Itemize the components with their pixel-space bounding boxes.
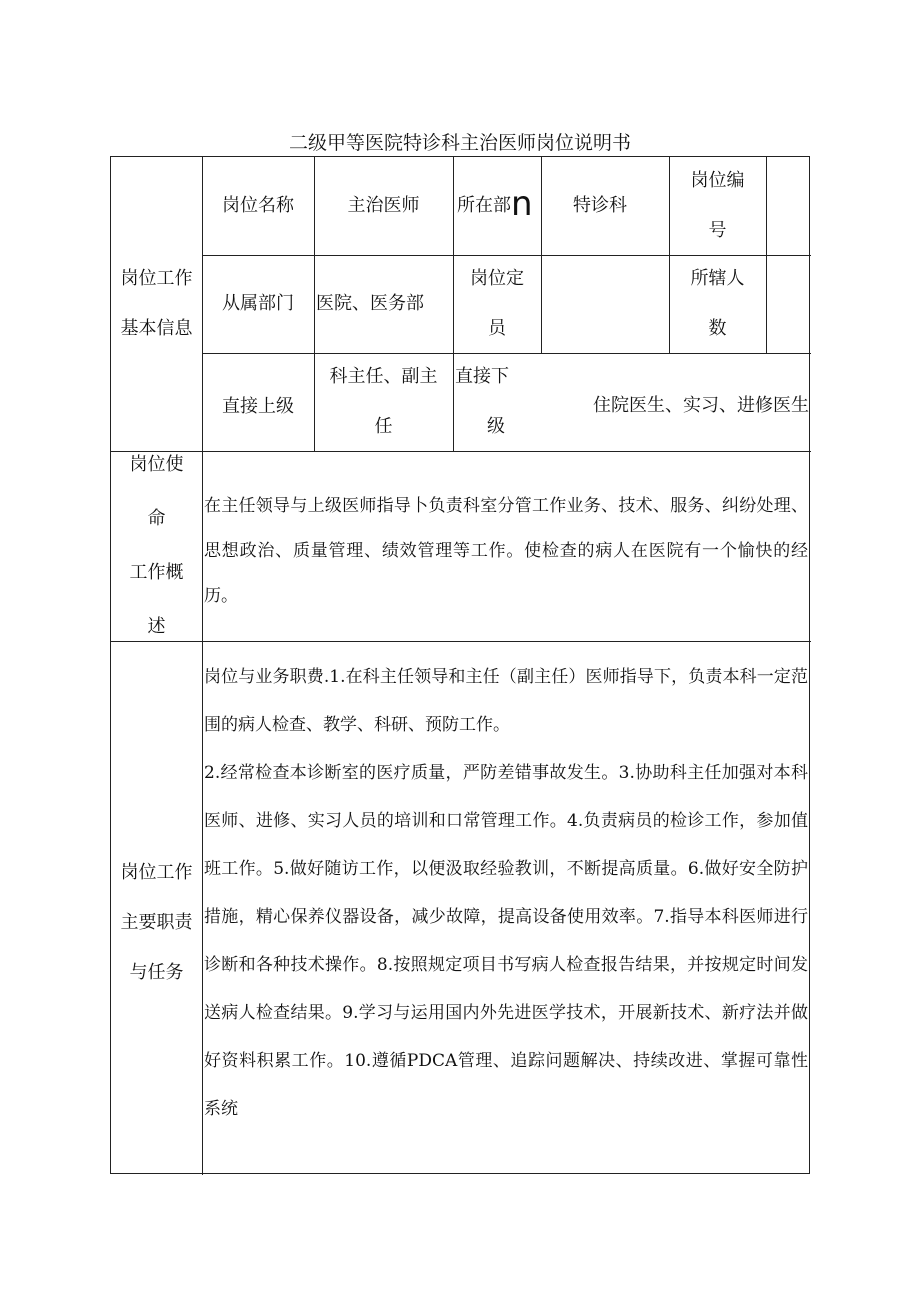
post-name-label: 岗位名称 — [222, 195, 294, 216]
duties-intro: 岗位与业务职费.1.在科主任领导和主任（副主任）医师指导下，负责本科一定范围的病人检查、教学、科研、预防工作。 — [204, 667, 808, 735]
post-code-label: 岗位编 号 — [690, 170, 745, 241]
subordinates-count-value — [766, 255, 811, 353]
department-label: 所在部 n — [457, 184, 533, 224]
mission-label: 岗位使 命 工作概 述 — [129, 454, 184, 637]
post-name-value: 主治医师 — [347, 195, 420, 216]
basic-info-label: 岗位工作 基本信息 — [120, 268, 193, 339]
subordinate-value: 住院医生、实习、进修医生 — [593, 395, 809, 416]
subordinate-label: 直接下 级 — [455, 366, 509, 437]
duties-label: 岗位工作 主要职责 与任务 — [120, 862, 193, 983]
page-title: 二级甲等医院特诊科主治医师岗位说明书 — [288, 132, 631, 154]
row-divider — [111, 641, 811, 642]
superior-label: 直接上级 — [222, 396, 294, 417]
quota-value — [541, 255, 669, 353]
mission-text: 在主任领导与上级医师指导卜负责科室分管工作业务、技术、服务、纠纷处理、思想政治、质量管理、绩效管理等工作。使检查的病人在医院有一个愉快的经历。 — [204, 496, 808, 606]
department-label-glyph: n — [511, 184, 533, 224]
job-description-table — [110, 156, 810, 1174]
quota-label: 岗位定 员 — [470, 268, 524, 339]
affiliated-value: 医院、医务部 — [316, 293, 424, 314]
post-code-value — [766, 157, 811, 255]
department-value: 特诊科 — [573, 195, 627, 216]
affiliated-label: 从属部门 — [222, 293, 294, 314]
subordinates-count-label: 所辖人 数 — [690, 268, 745, 339]
superior-value: 科主任、副主 任 — [329, 366, 438, 437]
duties-list: 2.经常检查本诊断室的医疗质量，严防差错事故发生。3.协助科主任加强对本科医师、进修、实习人员的培训和口常管理工作。4.负责病员的检诊工作，参加值班工作。5.做好随访工作，以便汲取经验教训，不断提高质量。6.做好安全防护措施，精心保养仪器设备，减少故障，提高设备使用效率。7.指导本科医师进行诊断和各种技术操作。8.按照规定项目书写病人检查报告结果，并按规定时间发送病人检查结果。9.学习与运用国内外先进医学技术，开展新技术、新疗法并做好资料积累工作。10.遵循PDCA管理、追踪问题解决、持续改进、掌握可靠性系统 — [204, 763, 808, 1119]
